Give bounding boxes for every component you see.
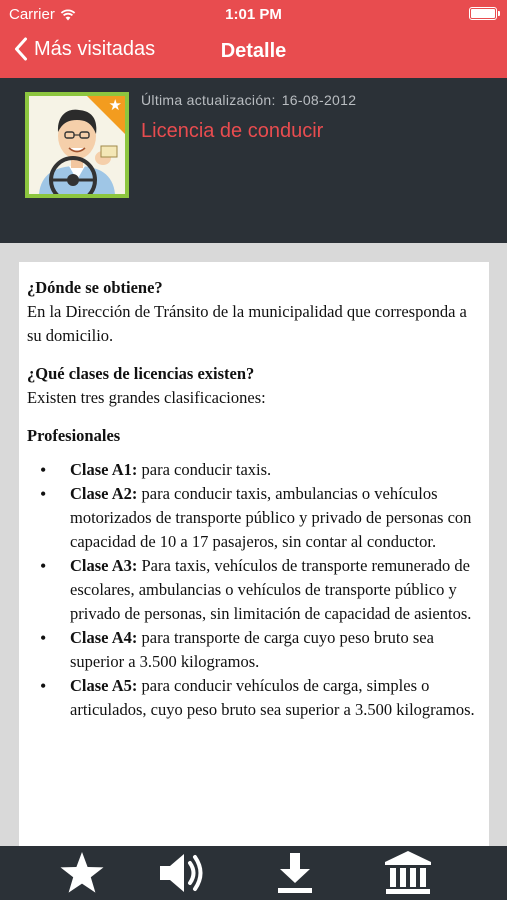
last-updated-label: Última actualización: <box>141 92 276 108</box>
class-label: Clase A5: <box>70 676 138 695</box>
star-badge-icon: ★ <box>108 97 122 114</box>
back-button[interactable] <box>14 37 155 61</box>
content-card[interactable] <box>19 262 489 852</box>
audio-button[interactable] <box>152 846 212 900</box>
speaker-icon <box>158 851 206 895</box>
answer-where: En la Dirección de Tránsito de la municipalidad que corresponda a su domicilio. <box>27 302 467 345</box>
clock: 1:01 PM <box>225 6 282 23</box>
class-text: Para taxis, vehículos de transporte remunerado de escolares, ambulancias o vehículos de transporte público y privado de personas, sin limitación de capacidad de asientos. <box>70 556 472 623</box>
institution-icon <box>383 850 433 896</box>
page-title: Detalle <box>220 40 287 62</box>
download-button[interactable] <box>265 846 325 900</box>
list-item <box>70 458 481 482</box>
paragraph-classes <box>27 362 481 410</box>
list-item <box>70 626 481 674</box>
license-class-list <box>70 458 481 722</box>
class-text: para conducir taxis, ambulancias o vehículos motorizados de transporte público y privado de personas con capacidad de 10 a 17 pasajeros, sin contar al conductor. <box>70 484 472 551</box>
last-updated <box>141 92 356 108</box>
star-icon <box>59 851 105 895</box>
carrier-label: Carrier <box>9 6 55 23</box>
class-text: para conducir taxis. <box>137 460 272 479</box>
list-item <box>70 554 481 626</box>
answer-classes: Existen tres grandes clasificaciones: <box>27 388 266 407</box>
detail-header <box>0 78 507 243</box>
download-icon <box>275 852 315 894</box>
last-updated-date: 16-08-2012 <box>281 92 357 108</box>
list-item <box>70 674 481 722</box>
license-thumbnail <box>25 92 129 198</box>
class-label: Clase A1: <box>70 460 138 479</box>
institution-button[interactable] <box>378 846 438 900</box>
chevron-left-icon <box>14 37 28 61</box>
question-classes: ¿Qué clases de licencias existen? <box>27 364 255 383</box>
favorite-button[interactable] <box>52 846 112 900</box>
class-label: Clase A4: <box>70 628 138 647</box>
section-heading <box>27 424 481 448</box>
top-bar <box>0 0 507 78</box>
nav-bar <box>0 28 507 78</box>
bottom-toolbar <box>0 846 507 900</box>
class-text: para transporte de carga cuyo peso bruto sea superior a 3.500 kilogramos. <box>70 628 434 671</box>
question-where: ¿Dónde se obtiene? <box>27 278 163 297</box>
section-professional: Profesionales <box>27 426 121 445</box>
class-label: Clase A3: <box>70 556 138 575</box>
paragraph-where <box>27 276 481 348</box>
battery-icon <box>469 7 497 20</box>
class-text: para conducir vehículos de carga, simples o articulados, cuyo peso bruto sea superior a 3.500 kilogramos. <box>70 676 475 719</box>
class-label: Clase A2: <box>70 484 138 503</box>
back-label: Más visitadas <box>34 37 156 60</box>
list-item <box>70 482 481 554</box>
document-title: Licencia de conducir <box>141 120 324 142</box>
status-bar <box>0 0 507 28</box>
